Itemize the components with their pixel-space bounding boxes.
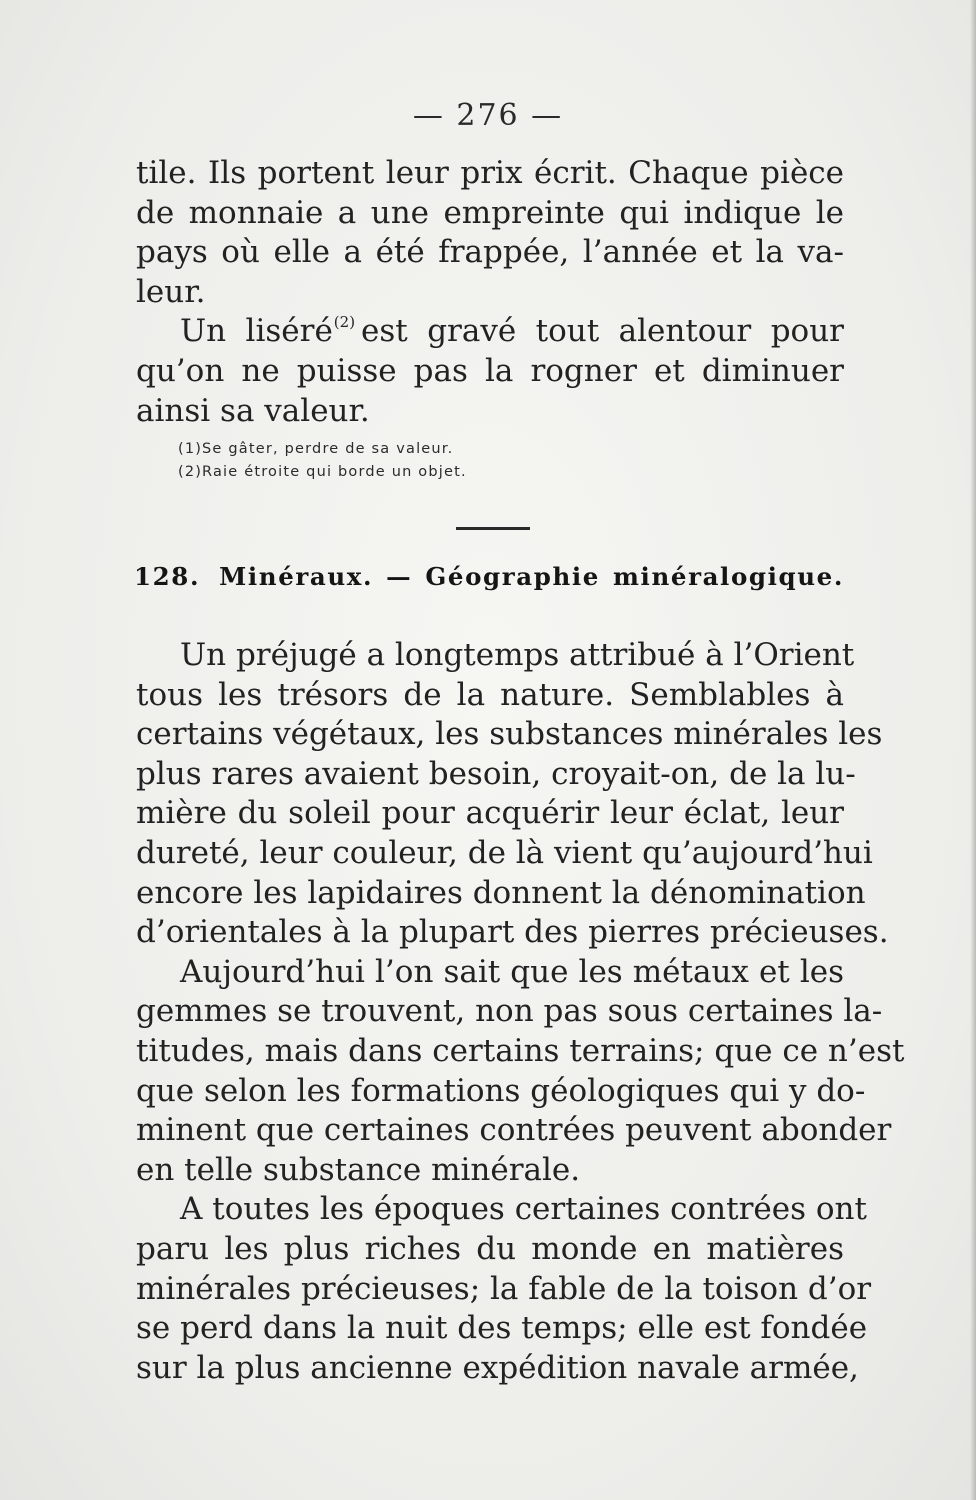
text-line: sur la plus ancienne expédition navale armée, (136, 1349, 859, 1386)
text-line: qu’on ne puisse pas la rogner et diminuer (136, 352, 844, 389)
text-line: titudes, mais dans certains terrains; que ce n’est (136, 1032, 905, 1069)
text-line: paru les plus riches du monde en matières (136, 1230, 844, 1267)
footnote (178, 461, 678, 484)
page-number: — 276 — (412, 98, 564, 133)
section-heading (134, 562, 844, 591)
section-title: Minéraux. — Géographie minéralogique. (219, 562, 844, 591)
text-line: d’orientales à la plupart des pierres précieuses. (136, 914, 889, 951)
section-divider (456, 527, 530, 530)
text-line: que selon les formations géologiques qui y do- (136, 1072, 866, 1109)
text-line: mière du soleil pour acquérir leur éclat, leur (136, 795, 844, 832)
text-line: minent que certaines contrées peuvent abonder (136, 1112, 892, 1149)
text-line: A toutes les époques certaines contrées ont (180, 1191, 867, 1228)
text-line: dureté, leur couleur, de là vient qu’aujourd’hui (136, 834, 873, 871)
text-line: leur. (136, 273, 206, 310)
footnote-text: Raie étroite qui borde un objet. (202, 464, 467, 480)
section-number: 128. (134, 562, 201, 591)
text-line: tile. Ils portent leur prix écrit. Chaque pièce (136, 155, 844, 191)
text-line: se perd dans la nuit des temps; elle est fondée (136, 1310, 868, 1347)
footnote-number: (2) (178, 464, 203, 480)
text-line: de monnaie a une empreinte qui indique le (136, 194, 844, 231)
footnote-text: Se gâter, perdre de sa valeur. (202, 441, 454, 457)
text-line: gemmes se trouvent, non pas sous certaines la- (136, 993, 883, 1030)
text-line: en telle substance minérale. (136, 1151, 581, 1188)
footnote-number: (1) (178, 441, 203, 457)
text-line: Aujourd’hui l’on sait que les métaux et les (180, 953, 844, 990)
text-line: minérales précieuses; la fable de la toison d’or (136, 1270, 872, 1307)
text-line: plus rares avaient besoin, croyait-on, de la lu- (136, 755, 856, 792)
text-line: encore les lapidaires donnent la dénomination (136, 874, 866, 911)
text-fragment: Un liséré (180, 313, 333, 350)
text-line: pays où elle a été frappée, l’année et la va- (136, 234, 844, 271)
text-line-with-footnote-ref (136, 312, 844, 352)
body-text (136, 636, 905, 1388)
top-text (136, 154, 844, 431)
text-line: Un préjugé a longtemps attribué à l’Orient (180, 637, 855, 673)
text-line: tous les trésors de la nature. Semblables à (136, 676, 844, 713)
text-line: ainsi sa valeur. (136, 392, 370, 429)
footnote (178, 438, 678, 461)
scan-edge-shadow (970, 0, 976, 1500)
footnote-ref: (2) (333, 313, 356, 332)
footnotes (178, 438, 678, 484)
text-fragment: est gravé tout alentour pour (361, 313, 844, 350)
text-line: certains végétaux, les substances minérales les (136, 716, 883, 753)
